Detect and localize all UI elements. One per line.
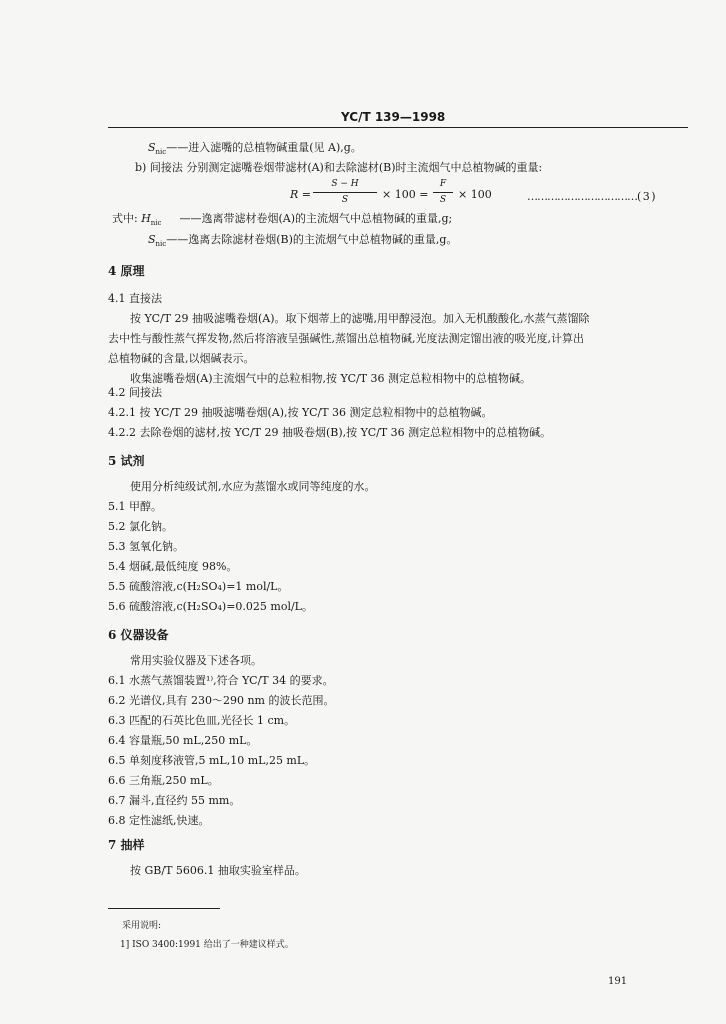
page-header: YC/T 139—1998 <box>341 110 446 124</box>
section-6-title: 6 仪器设备 <box>108 628 169 642</box>
list-item: 6.7 漏斗,直径约 55 mm。 <box>108 794 241 807</box>
section-4-1-para4: 收集滤嘴卷烟(A)主流烟气中的总粒相物,按 YC/T 36 测定总粒相物中的总植物碱。 <box>130 372 532 385</box>
footnote-label: 采用说明: <box>122 921 162 931</box>
list-item: 5.1 甲醇。 <box>108 500 162 513</box>
section-7-title: 7 抽样 <box>108 838 145 852</box>
formula-frac2-num: F <box>439 179 447 189</box>
formula-frac1-num: S − H <box>331 179 359 189</box>
snic-definition: $S_{nic}——$进入滤嘴的总植物碱重量(见 A),g。 <box>148 141 362 157</box>
where-s: $S_{nic}——$逸离去除滤材卷烟(B)的主流烟气中总植物碱的重量,g。 <box>148 233 458 249</box>
list-item: 5.6 硫酸溶液,c(H₂SO₄)=0.025 mol/L。 <box>108 600 313 613</box>
section-4-1-title: 4.1 直接法 <box>108 292 162 305</box>
footnote-note: 1] ISO 3400:1991 给出了一种建议样式。 <box>120 940 294 950</box>
section-4-1-para2: 去中性与酸性蒸气挥发物,然后将溶液呈强碱性,蒸馏出总植物碱,光度法测定馏出液的吸光度,计算出 <box>108 332 584 345</box>
formula-frac1-den: S <box>341 195 349 205</box>
list-item: 6.8 定性滤纸,快速。 <box>108 814 210 827</box>
section-4-1-para1: 按 YC/T 29 抽吸滤嘴卷烟(A)。取下烟蒂上的滤嘴,用甲醇浸泡。加入无机酸酸化,水蒸气蒸馏除 <box>130 312 590 325</box>
section-4-2-2: 4.2.2 去除卷烟的滤材,按 YC/T 29 抽吸卷烟(B),按 YC/T 36 测定总粒相物中的总植物碱。 <box>108 426 552 439</box>
section-5-intro: 使用分析纯级试剂,水应为蒸馏水或同等纯度的水。 <box>130 480 376 493</box>
list-item: 5.3 氢氧化钠。 <box>108 540 184 553</box>
formula-lhs: R = <box>290 188 311 201</box>
header-rule <box>108 127 688 128</box>
list-item: 5.5 硫酸溶液,c(H₂SO₄)=1 mol/L。 <box>108 580 289 593</box>
formula-frac2-bar <box>433 192 453 193</box>
formula-frac1-bar <box>313 192 377 193</box>
list-item: 6.4 容量瓶,50 mL,250 mL。 <box>108 734 258 747</box>
section-7-text: 按 GB/T 5606.1 抽取实验室样品。 <box>130 864 306 877</box>
formula-times1: × 100 = <box>382 188 429 201</box>
equation-number: ……………………………( 3 ) <box>527 190 655 203</box>
section-4-1-para3: 总植物碱的含量,以烟碱表示。 <box>108 352 255 365</box>
formula-times2: × 100 <box>458 188 492 201</box>
list-item: 6.1 水蒸气蒸馏装置¹⁾,符合 YC/T 34 的要求。 <box>108 674 334 687</box>
list-item: 6.3 匹配的石英比色皿,光径长 1 cm。 <box>108 714 296 727</box>
section-6-intro: 常用实验仪器及下述各项。 <box>130 654 262 667</box>
section-4-2-1: 4.2.1 按 YC/T 29 抽吸滤嘴卷烟(A),按 YC/T 36 测定总粒相物中的总植物碱。 <box>108 406 493 419</box>
formula-frac2-den: S <box>439 195 447 205</box>
list-item: 6.5 单刻度移液管,5 mL,10 mL,25 mL。 <box>108 754 316 767</box>
list-item: 5.4 烟碱,最低纯度 98%。 <box>108 560 238 573</box>
section-4-2-title: 4.2 间接法 <box>108 386 162 399</box>
section-4-title: 4 原理 <box>108 264 145 278</box>
where-h: 式中: $H_{nic}$ ——逸离带滤材卷烟(A)的主流烟气中总植物碱的重量,g; <box>112 212 453 228</box>
section-5-title: 5 试剂 <box>108 454 145 468</box>
list-item: 6.2 光谱仪,具有 230～290 nm 的波长范围。 <box>108 694 335 707</box>
page-number: 191 <box>608 976 628 987</box>
list-item: 5.2 氯化钠。 <box>108 520 173 533</box>
list-item: 6.6 三角瓶,250 mL。 <box>108 774 219 787</box>
indirect-method-line: b) 间接法 分别测定滤嘴卷烟带滤材(A)和去除滤材(B)时主流烟气中总植物碱的重量: <box>135 161 543 174</box>
footnote-rule <box>108 908 220 909</box>
